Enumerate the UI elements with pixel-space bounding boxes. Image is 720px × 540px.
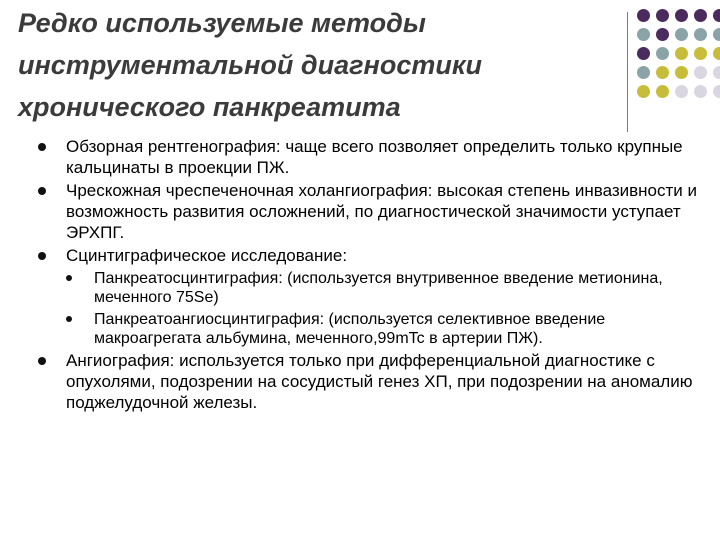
decor-dot (656, 9, 669, 22)
bullet-list (38, 136, 708, 413)
slide-title-line: инструментальной диагностики (18, 50, 483, 80)
decor-dot (637, 28, 650, 41)
decor-dot (694, 47, 707, 60)
decor-dot (694, 85, 707, 98)
decor-dot (656, 85, 669, 98)
slide-title-line: хронического панкреатита (18, 92, 401, 122)
list-item (38, 180, 708, 243)
list-item (38, 350, 708, 413)
decor-dot (675, 28, 688, 41)
list-item (38, 136, 708, 178)
decor-dot (675, 66, 688, 79)
decor-dot (675, 47, 688, 60)
list-item-text: Чрескожная чреспеченочная холангиография: высокая степень инвазивности и возможность развития осложнений, по диагностической значимости уступает ЭРХПГ. (66, 181, 698, 242)
decor-dot (675, 85, 688, 98)
sub-list-item-text: Панкреатоангиосцинтиграфия: (используется селективное введение макроагрегата альбумина, меченного,99mTc в артерии ПЖ). (94, 311, 606, 347)
decor-dot (713, 28, 720, 41)
sub-bullet-icon (66, 275, 72, 281)
decor-dot (713, 85, 720, 98)
decor-dot (694, 9, 707, 22)
sub-list-item (66, 310, 708, 348)
sub-list-item-text: Панкреатосцинтиграфия: (используется внутривенное введение метионина, меченного 75Se) (94, 270, 663, 306)
decorative-divider (627, 12, 628, 132)
decor-dot (656, 28, 669, 41)
decor-dot (713, 9, 720, 22)
list-item-text: Ангиография: используется только при дифференциальной диагностике с опухолями, подозрении на сосудистый генез ХП, при подозрении на аномалию поджелудочной железы. (66, 351, 693, 412)
list-item-text: Сцинтиграфическое исследование: (66, 246, 348, 265)
list-item (38, 245, 708, 348)
list-item-text: Обзорная рентгенография: чаще всего позволяет определить только крупные кальцинаты в проекции ПЖ. (66, 137, 683, 177)
bullet-icon (38, 187, 46, 195)
sub-list-item (66, 269, 708, 307)
decor-dot (713, 47, 720, 60)
decor-dot (694, 66, 707, 79)
slide-title (18, 2, 618, 128)
decor-dot (637, 9, 650, 22)
sub-bullet-icon (66, 316, 72, 322)
decor-dot (656, 47, 669, 60)
decor-dot (637, 85, 650, 98)
slide-title-line: Редко используемые методы (18, 8, 426, 38)
bullet-icon (38, 252, 46, 260)
bullet-icon (38, 357, 46, 365)
bullet-icon (38, 143, 46, 151)
decor-dot (694, 28, 707, 41)
sub-list (66, 269, 708, 348)
decor-dot (656, 66, 669, 79)
decor-dot (637, 47, 650, 60)
decor-dot (713, 66, 720, 79)
decor-dot (675, 9, 688, 22)
decor-dot (637, 66, 650, 79)
decorative-dot-grid (637, 9, 720, 99)
